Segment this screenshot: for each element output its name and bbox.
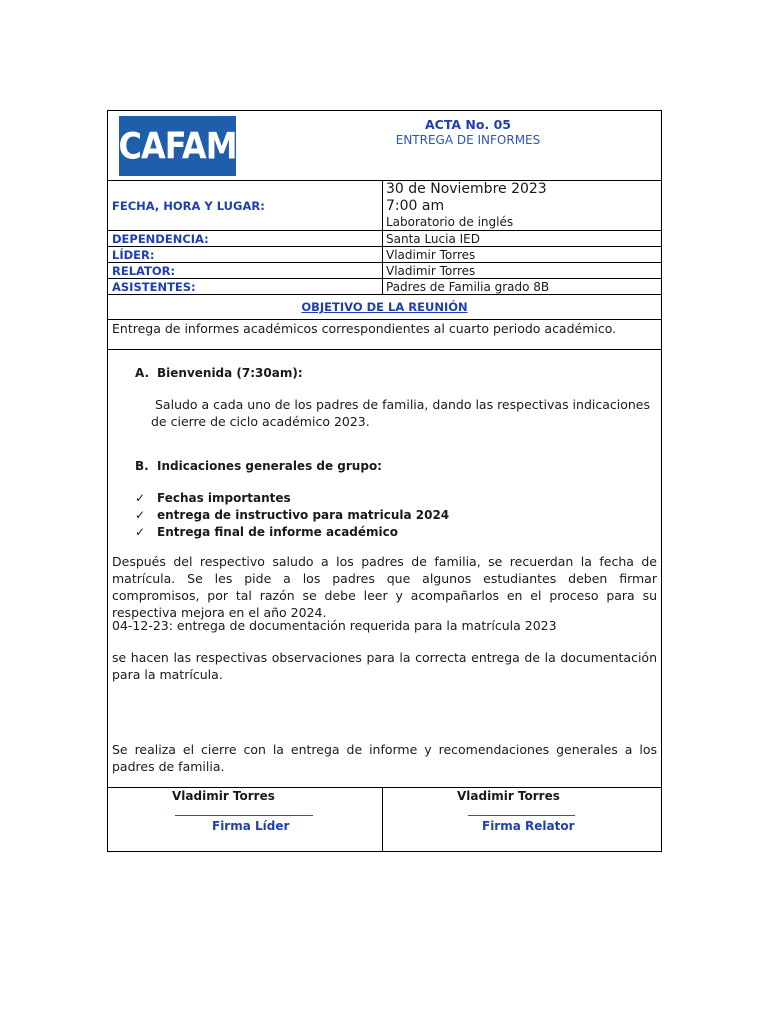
item-a-text-line2: de cierre de ciclo académico 2023. — [151, 414, 370, 429]
lider-signature-label: Firma Líder — [212, 819, 290, 833]
acta-subtitle: ENTREGA DE INFORMES — [395, 133, 541, 147]
dependencia-value: Santa Lucia IED — [386, 231, 480, 246]
paragraph-documentacion-date: 04-12-23: entrega de documentación requerida para la matrícula 2023 — [112, 618, 557, 633]
checklist — [135, 490, 449, 541]
fecha-row — [108, 181, 661, 231]
objetivo-title: OBJETIVO DE LA REUNIÓN — [108, 295, 661, 320]
paragraph-cierre: Se realiza el cierre con la entrega de informe y recomendaciones generales a los padres de familia. — [112, 742, 657, 774]
checklist-item: ✓ Entrega final de informe académico — [135, 525, 399, 539]
lider-signature-line — [175, 815, 313, 816]
relator-signature-name: Vladimir Torres — [457, 789, 560, 803]
fecha-value: 30 de Noviembre 2023 — [386, 181, 547, 197]
hora-value: 7:00 am — [386, 198, 445, 214]
document-header — [108, 111, 661, 181]
objetivo-text: Entrega de informes académicos correspondientes al cuarto periodo académico. — [108, 320, 661, 350]
lider-row — [108, 247, 661, 263]
checklist-item: ✓ entrega de instructivo para matricula 2024 — [135, 508, 450, 522]
paragraph-matricula: Después del respectivo saludo a los padres de familia, se recuerdan la fecha de matrícula. Se les pide a los padres que algunos estudiantes deben firmar compromisos, por tal razón se debe leer y acompañarlos en el proceso para su respectiva mejora en el año 2024. — [112, 554, 657, 620]
relator-signature-label: Firma Relator — [482, 819, 575, 833]
acta-document — [107, 110, 662, 852]
dependencia-row — [108, 231, 661, 247]
cafam-logo — [119, 116, 236, 176]
check-icon: ✓ — [135, 491, 146, 505]
relator-row — [108, 263, 661, 279]
acta-title: ACTA No. 05 — [425, 117, 511, 132]
check-icon: ✓ — [135, 525, 146, 539]
asistentes-row — [108, 279, 661, 295]
item-a-letter: A. — [135, 366, 150, 380]
lugar-value: Laboratorio de inglés — [386, 215, 514, 229]
check-icon: ✓ — [135, 508, 146, 522]
fecha-label: FECHA, HORA Y LUGAR: — [108, 181, 383, 230]
lider-label: LÍDER: — [108, 247, 383, 262]
asistentes-label: ASISTENTES: — [108, 279, 383, 294]
item-b-title: Indicaciones generales de grupo: — [157, 459, 382, 473]
fecha-value-cell — [383, 181, 661, 230]
relator-value: Vladimir Torres — [386, 263, 476, 278]
asistentes-value: Padres de Familia grado 8B — [386, 279, 550, 294]
relator-signature-line — [468, 815, 575, 816]
signatures-row — [108, 788, 661, 851]
item-b-heading — [135, 458, 382, 475]
minutes-body — [108, 350, 661, 788]
logo-text: CAFAM — [118, 124, 237, 168]
signature-lider — [108, 788, 383, 851]
item-b-letter: B. — [135, 459, 149, 473]
lider-signature-name: Vladimir Torres — [172, 789, 275, 803]
item-a-title: Bienvenida (7:30am): — [157, 366, 303, 380]
dependencia-label: DEPENDENCIA: — [108, 231, 383, 246]
item-a-text-line1: Saludo a cada uno de los padres de familia, dando las respectivas indicaciones — [155, 397, 651, 412]
lider-value: Vladimir Torres — [386, 247, 476, 262]
paragraph-observaciones: se hacen las respectivas observaciones para la correcta entrega de la documentación para la matrícula. — [112, 650, 657, 682]
item-a-heading — [135, 365, 303, 382]
relator-label: RELATOR: — [108, 263, 383, 278]
checklist-item: ✓ Fechas importantes — [135, 491, 291, 505]
signature-relator — [383, 788, 661, 851]
